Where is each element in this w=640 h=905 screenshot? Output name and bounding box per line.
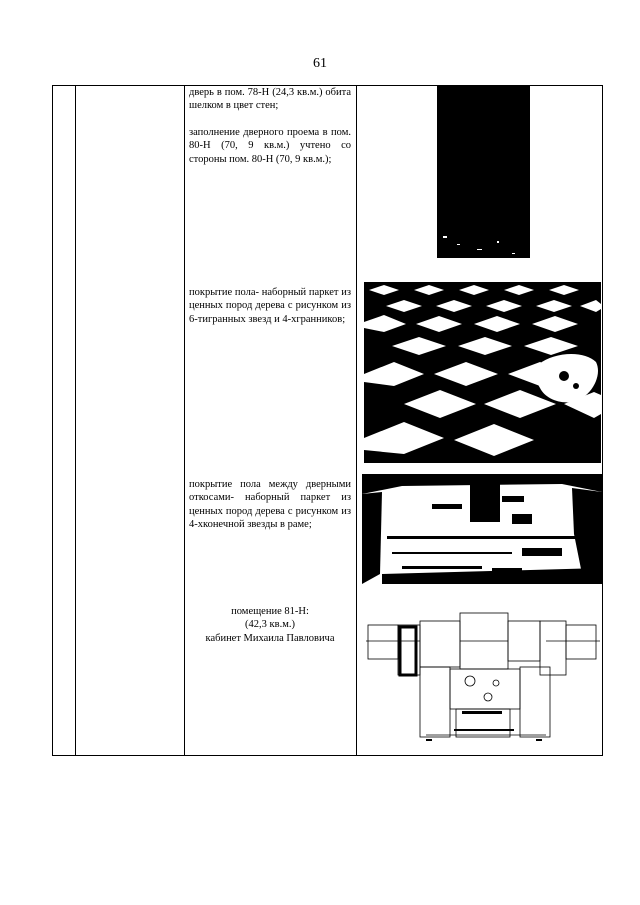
- description-cell-door: [189, 86, 351, 179]
- description-text: заполнение дверного проема в пом. 80-Н (70, 9 кв.м.) учтено со стороны пом. 80-Н (70, 9 кв.м.);: [189, 126, 351, 165]
- table-border-col1: [75, 85, 76, 756]
- description-text: дверь в пом. 78-Н (24,3 кв.м.) обита шелком в цвет стен;: [189, 87, 351, 112]
- table-border-col2: [184, 85, 185, 756]
- table-bottom-border: [52, 755, 602, 756]
- door-photo: [437, 86, 530, 258]
- floor-plan: [366, 611, 600, 743]
- room-name: кабинет Михаила Павловича: [205, 632, 335, 644]
- description-text: покрытие пола- наборный паркет из ценных пород дерева с рисунком из 6-тигранных звезд и 4-хгранников;: [189, 287, 351, 325]
- description-text: покрытие пола между дверными откосами- наборный паркет из ценных пород дерева с рисунком из 4-хконечной звезды в раме;: [189, 479, 351, 531]
- description-cell-parquet-stars: [189, 286, 351, 339]
- table-border-right: [602, 85, 603, 756]
- description-cell-parquet-doorway: [189, 478, 351, 545]
- table-border-left: [52, 85, 53, 756]
- table-border-col3: [356, 85, 357, 756]
- parquet-doorway-photo: [362, 474, 602, 584]
- page-number: 61: [313, 56, 327, 71]
- parquet-stars-photo: [364, 282, 601, 463]
- room-area: (42,3 кв.м.): [245, 619, 295, 631]
- room-caption: [189, 605, 351, 645]
- room-number: помещение 81-Н:: [231, 606, 309, 617]
